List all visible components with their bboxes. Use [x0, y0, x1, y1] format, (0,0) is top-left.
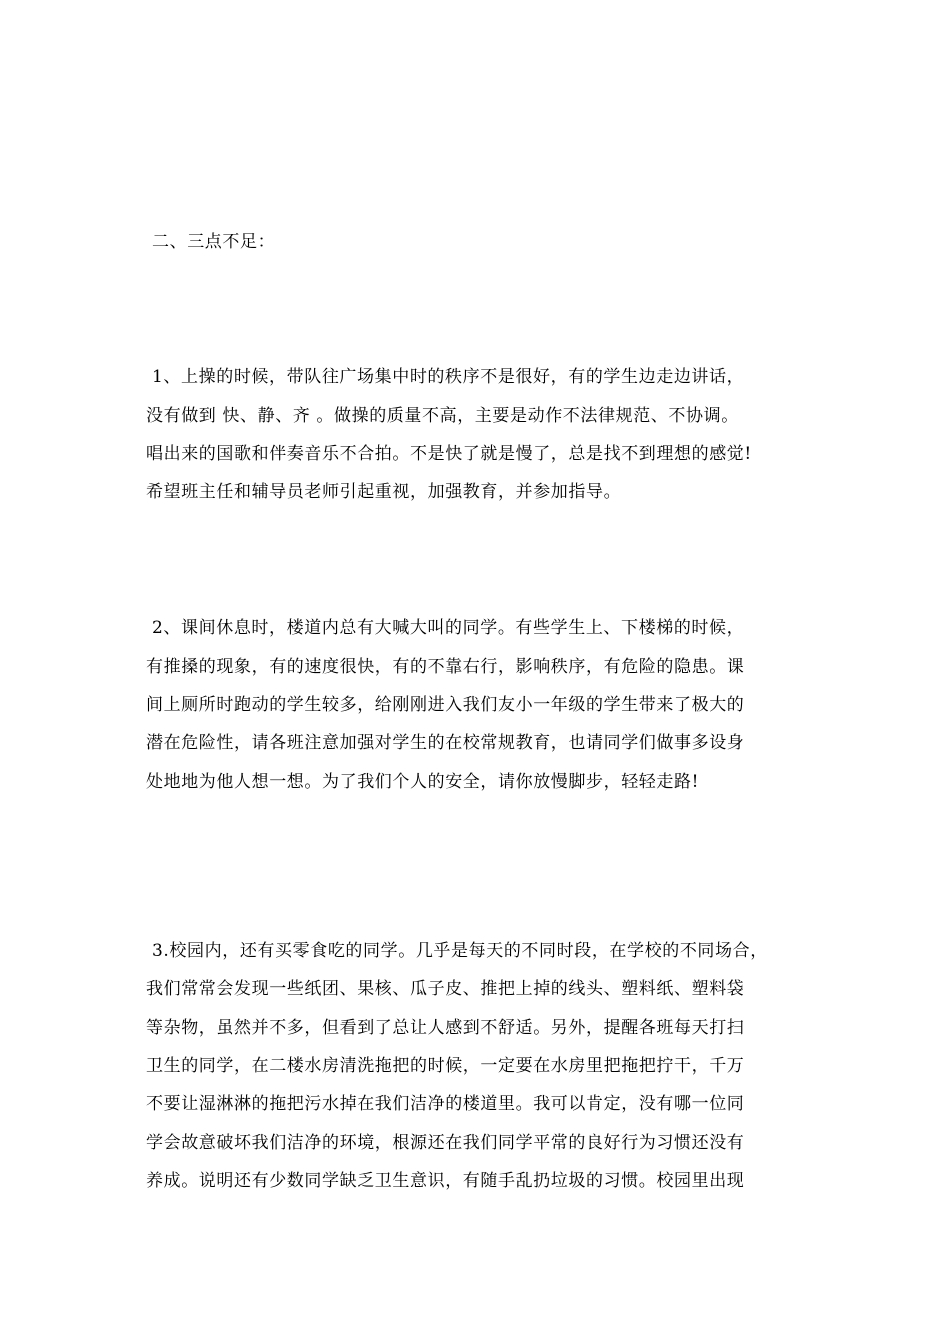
paragraph-line: 有推搡的现象，有的速度很快，有的不靠右行，影响秩序，有危险的隐患。课 — [146, 657, 745, 677]
paragraph-line: 1、上操的时候，带队往广场集中时的秩序不是很好，有的学生边走边讲话， — [152, 367, 745, 387]
paragraph-line: 学会故意破坏我们洁净的环境，根源还在我们同学平常的良好行为习惯还没有 — [146, 1133, 745, 1153]
paragraph-line: 唱出来的国歌和伴奏音乐不合拍。不是快了就是慢了，总是找不到理想的感觉! — [146, 444, 752, 464]
paragraph-line: 养成。说明还有少数同学缺乏卫生意识，有随手乱扔垃圾的习惯。校园里出现 — [146, 1171, 745, 1191]
paragraph-line: 我们常常会发现一些纸团、果核、瓜子皮、推把上掉的线头、塑料纸、塑料袋 — [146, 979, 745, 999]
paragraph-line: 卫生的同学，在二楼水房清洗拖把的时候，一定要在水房里把拖把拧干，千万 — [146, 1056, 745, 1076]
section-heading: 二、三点不足： — [152, 232, 276, 252]
paragraph-line: 不要让湿淋淋的拖把污水掉在我们洁净的楼道里。我可以肯定，没有哪一位同 — [146, 1094, 745, 1114]
paragraph-line: 等杂物，虽然并不多，但看到了总让人感到不舒适。另外，提醒各班每天打扫 — [146, 1018, 745, 1038]
paragraph-line: 潜在危险性，请各班注意加强对学生的在校常规教育，也请同学们做事多设身 — [146, 733, 745, 753]
paragraph-line: 间上厕所时跑动的学生较多，给刚刚进入我们友小一年级的学生带来了极大的 — [146, 695, 745, 715]
paragraph-line: 处地地为他人想一想。为了我们个人的安全，请你放慢脚步，轻轻走路! — [146, 772, 700, 792]
paragraph-line: 3.校园内，还有买零食吃的同学。几乎是每天的不同时段，在学校的不同场合， — [152, 941, 768, 961]
paragraph-line: 希望班主任和辅导员老师引起重视，加强教育，并参加指导。 — [146, 482, 622, 502]
paragraph-line: 2、课间休息时，楼道内总有大喊大叫的同学。有些学生上、下楼梯的时候， — [152, 618, 745, 638]
paragraph-line: 没有做到 快、静、齐 。做操的质量不高，主要是动作不法律规范、不协调。 — [146, 406, 739, 426]
